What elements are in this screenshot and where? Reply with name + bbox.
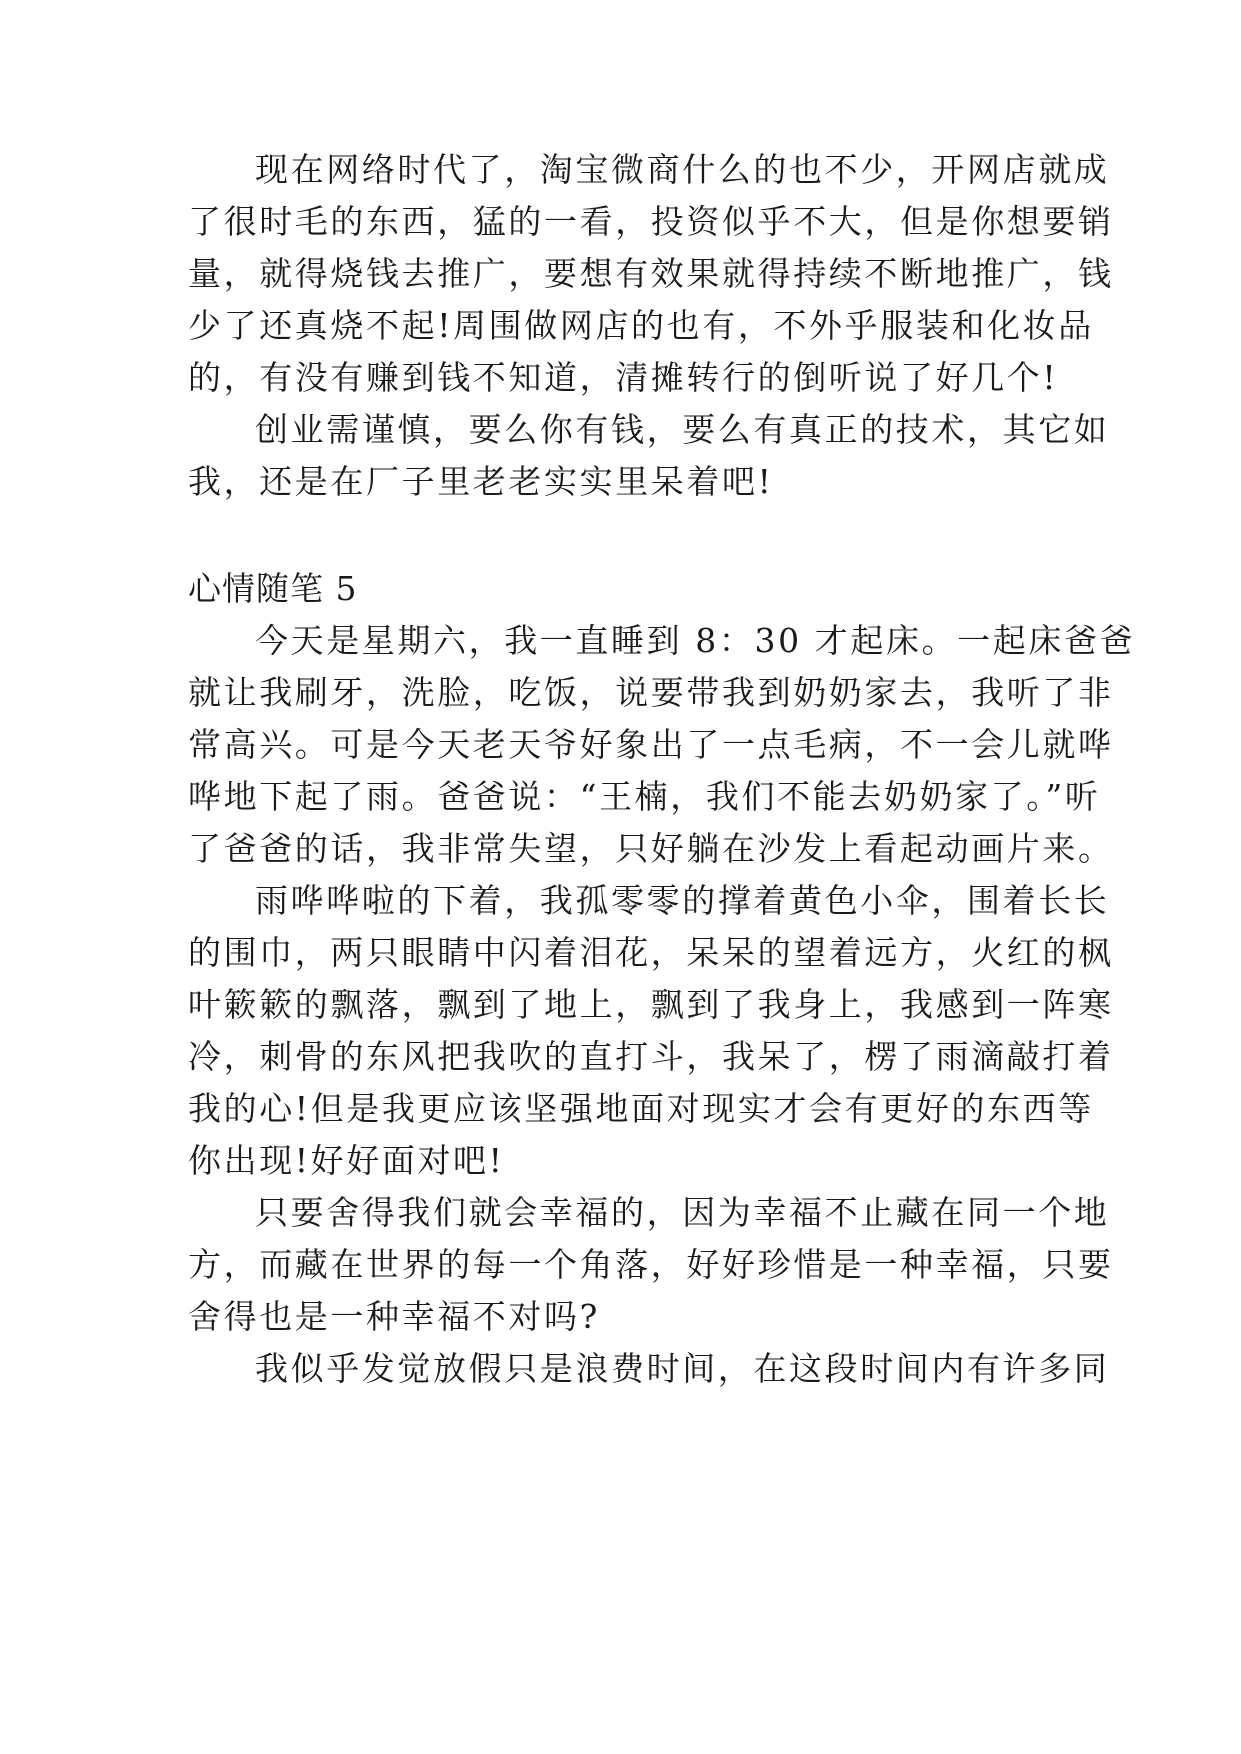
section-heading: 心情随笔 5 (188, 569, 358, 608)
paragraph-line: 了爸爸的话，我非常失望，只好躺在沙发上看起动画片来。 (188, 829, 1114, 868)
paragraph-line: 创业需谨慎，要么你有钱，要么有真正的技术，其它如 (255, 410, 1110, 449)
paragraph-line: 就让我刷牙，洗脸，吃饭，说要带我到奶奶家去，我听了非 (188, 673, 1114, 712)
paragraph-line: 今天是星期六，我一直睡到 8：30 才起床。一起床爸爸 (255, 621, 1136, 660)
paragraph-line: 常高兴。可是今天老天爷好象出了一点毛病，不一会儿就哗 (188, 725, 1114, 764)
paragraph-line: 的围巾，两只眼睛中闪着泪花，呆呆的望着远方，火红的枫 (188, 933, 1114, 972)
paragraph-line: 舍得也是一种幸福不对吗? (188, 1297, 600, 1336)
paragraph-line: 哗地下起了雨。爸爸说：“王楠，我们不能去奶奶家了。”听 (188, 777, 1101, 816)
paragraph-line: 我，还是在厂子里老老实实里呆着吧! (188, 462, 774, 501)
paragraph-line: 冷，刺骨的东风把我吹的直打斗，我呆了，楞了雨滴敲打着 (188, 1037, 1114, 1076)
paragraph-line: 的，有没有赚到钱不知道，清摊转行的倒听说了好几个! (188, 358, 1059, 397)
paragraph-line: 你出现!好好面对吧! (188, 1141, 505, 1180)
paragraph-line: 我似乎发觉放假只是浪费时间，在这段时间内有许多同 (255, 1349, 1110, 1388)
paragraph-line: 叶簌簌的飘落，飘到了地上，飘到了我身上，我感到一阵寒 (188, 985, 1114, 1024)
paragraph-line: 少了还真烧不起!周围做网店的也有，不外乎服装和化妆品 (188, 306, 1094, 345)
paragraph-line: 只要舍得我们就会幸福的，因为幸福不止藏在同一个地 (255, 1193, 1110, 1232)
paragraph-line: 了很时毛的东西，猛的一看，投资似乎不大，但是你想要销 (188, 202, 1114, 241)
paragraph-line: 雨哗哗啦的下着，我孤零零的撑着黄色小伞，围着长长 (255, 881, 1110, 920)
paragraph-line: 我的心!但是我更应该坚强地面对现实才会有更好的东西等 (188, 1089, 1094, 1128)
paragraph-line: 现在网络时代了，淘宝微商什么的也不少，开网店就成 (255, 150, 1110, 189)
paragraph-line: 方，而藏在世界的每一个角落，好好珍惜是一种幸福，只要 (188, 1245, 1114, 1284)
paragraph-line: 量，就得烧钱去推广，要想有效果就得持续不断地推广，钱 (188, 254, 1114, 293)
